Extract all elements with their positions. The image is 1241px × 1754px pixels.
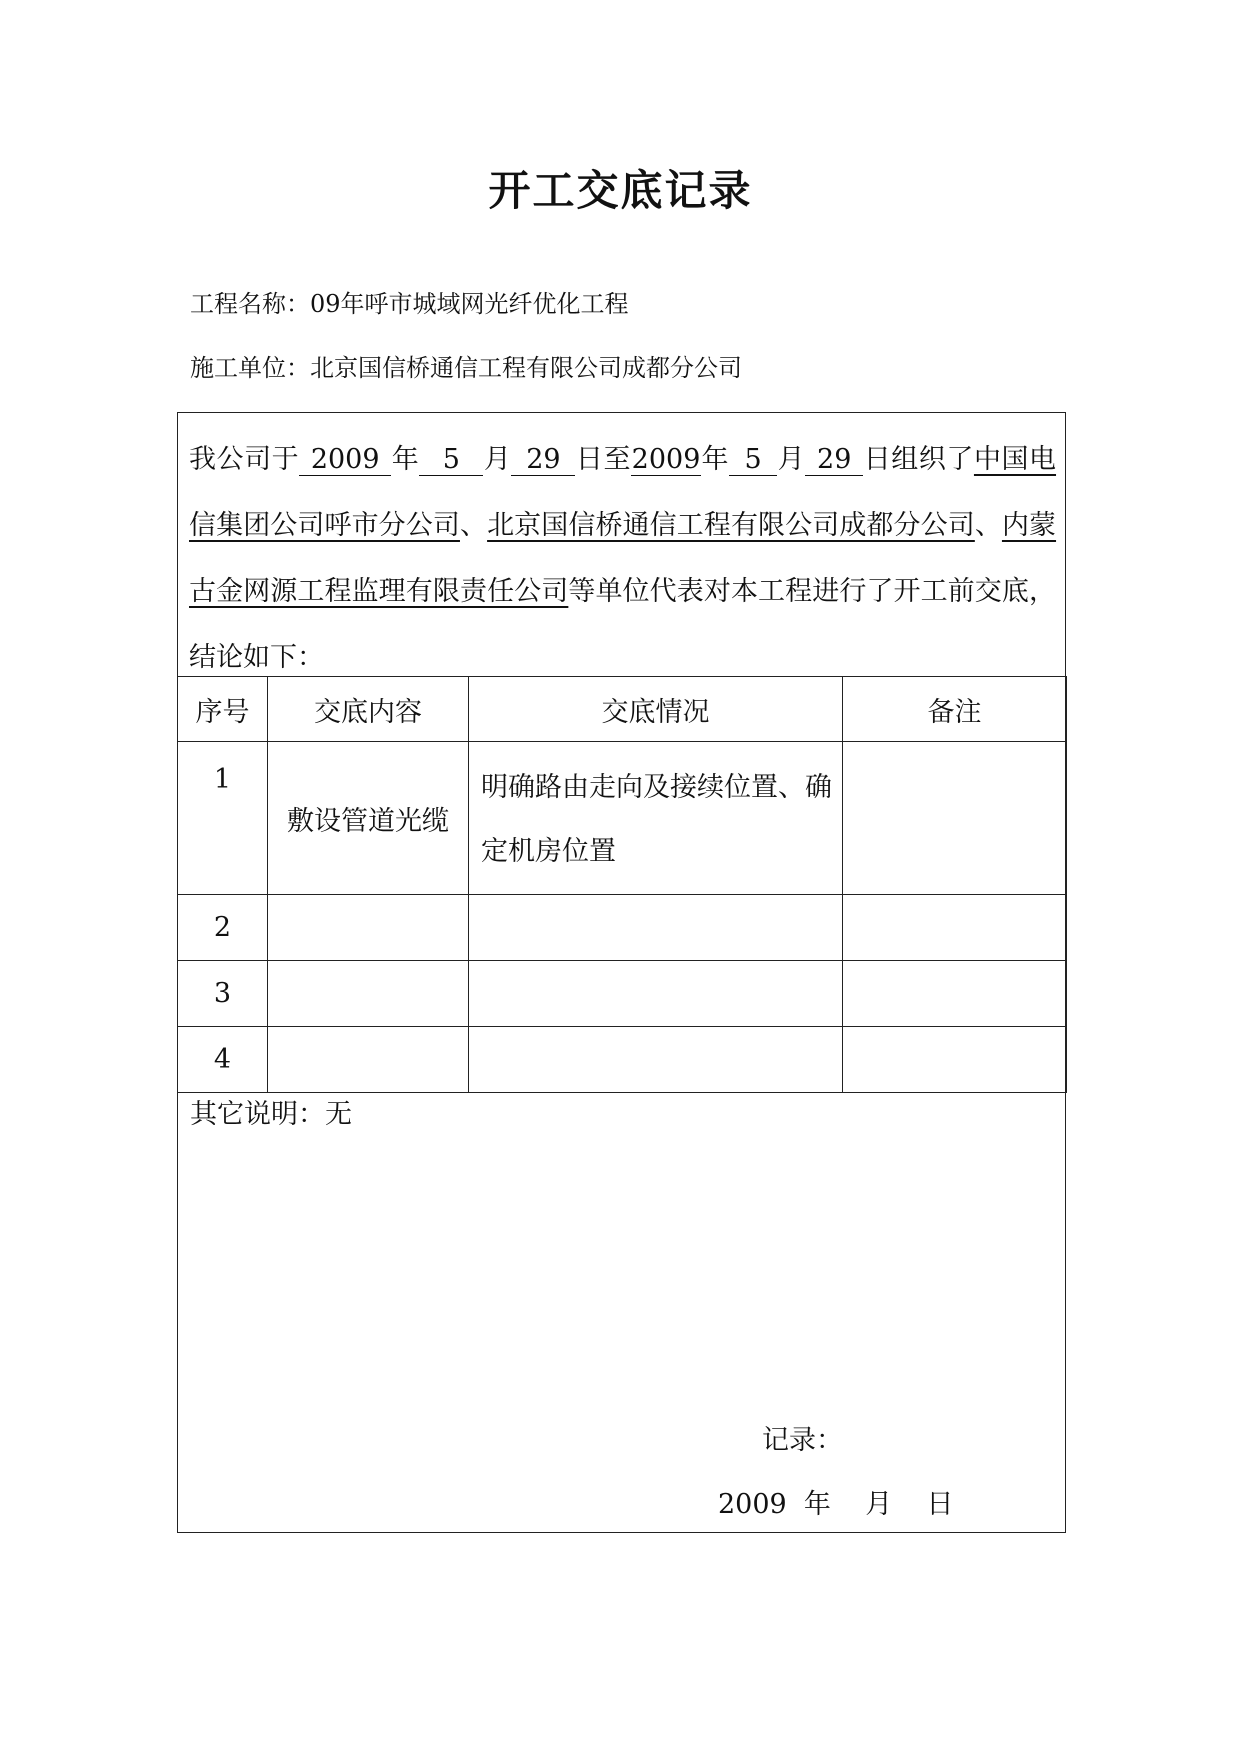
- end-day: 29: [805, 445, 863, 476]
- row-content: [268, 895, 469, 961]
- document-title: 开工交底记录: [488, 166, 753, 215]
- row-situation: [469, 961, 843, 1027]
- row-content: 敷设管道光缆: [268, 742, 469, 895]
- header-no: 序号: [178, 677, 268, 742]
- text-day-org: 日组织了: [863, 444, 974, 475]
- row-note: [843, 961, 1067, 1027]
- row-no: 4: [178, 1027, 268, 1093]
- row-note: [843, 895, 1067, 961]
- other-remarks: 其它说明：无: [190, 1099, 352, 1130]
- unit-year-2: 年: [701, 444, 730, 475]
- unit-year: 年: [391, 444, 420, 475]
- text-day-to: 日至: [575, 444, 632, 475]
- separator-1: 、: [459, 510, 488, 541]
- row-situation: 明确路由走向及接续位置、确定机房位置: [469, 742, 843, 895]
- table-row: [178, 742, 1067, 895]
- org-supervisor: 内蒙古金网源工程监理有限责任公司: [189, 510, 1057, 607]
- header-content: 交底内容: [268, 677, 469, 742]
- handover-table: [177, 676, 1067, 1093]
- intro-paragraph: [177, 412, 1066, 691]
- start-day: 29: [511, 445, 575, 476]
- intro-tail: 等单位代表对本工程进行了开工前交底，结论如下：: [189, 576, 1057, 673]
- row-situation: [469, 1027, 843, 1093]
- row-no: 1: [178, 742, 268, 895]
- row-no: 2: [178, 895, 268, 961]
- org-telecom: 中国电信集团公司呼市分公司: [189, 444, 1057, 541]
- separator-2: 、: [974, 510, 1002, 541]
- end-year: 2009: [631, 444, 701, 475]
- header-note: 备注: [843, 677, 1067, 742]
- unit-month: 月: [483, 444, 512, 475]
- unit-month-2: 月: [777, 444, 806, 475]
- record-date: 2009 年 月 日: [718, 1489, 954, 1520]
- row-content: [268, 961, 469, 1027]
- row-no: 3: [178, 961, 268, 1027]
- start-month: 5: [419, 445, 483, 476]
- table-header-row: [178, 677, 1067, 742]
- end-month: 5: [729, 445, 777, 476]
- row-note: [843, 1027, 1067, 1093]
- row-situation: [469, 895, 843, 961]
- table-row: [178, 961, 1067, 1027]
- header-situation: 交底情况: [469, 677, 843, 742]
- intro-lead: 我公司于: [189, 444, 300, 475]
- table-row: [178, 1027, 1067, 1093]
- construction-unit: 施工单位：北京国信桥通信工程有限公司成都分公司: [190, 354, 742, 382]
- row-content: [268, 1027, 469, 1093]
- row-note: [843, 742, 1067, 895]
- project-name: 工程名称：09年呼市城域网光纤优化工程: [190, 290, 629, 318]
- recorder-label: 记录：: [762, 1425, 843, 1456]
- org-contractor: 北京国信桥通信工程有限公司成都分公司: [487, 510, 975, 541]
- start-year: 2009: [299, 445, 391, 476]
- table-row: [178, 895, 1067, 961]
